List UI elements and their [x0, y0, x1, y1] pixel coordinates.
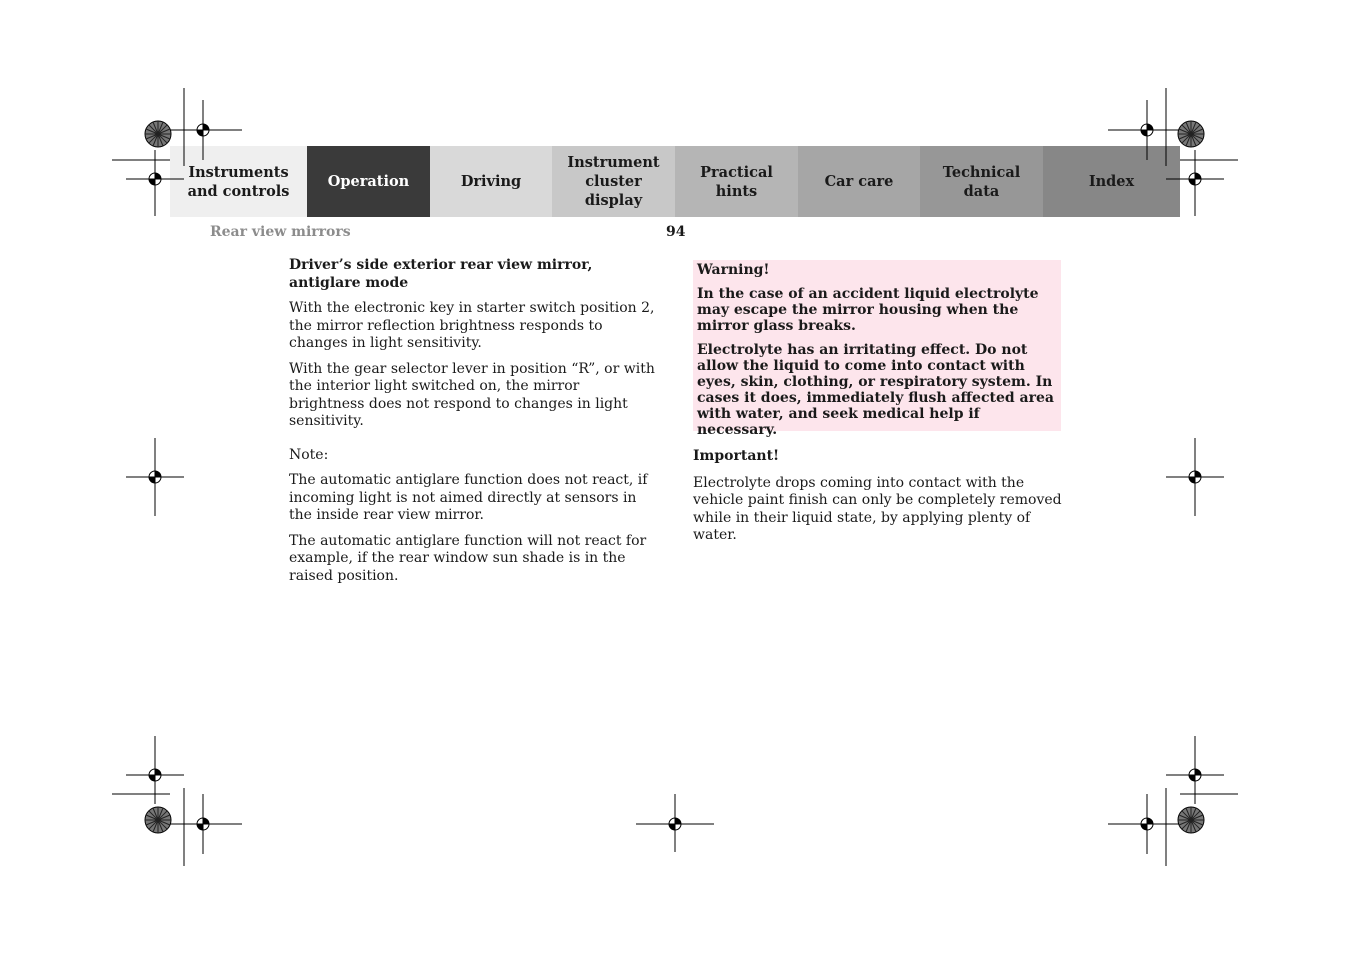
tab-car-care[interactable]: [798, 146, 920, 217]
tab-label-line1: Driving: [460, 173, 522, 190]
tab-label-line1: Practical hints: [700, 163, 773, 200]
warning-paragraph-irritation: Electrolyte has an irritating effect. Do not allow the liquid to come into contact with eyes, skin, clothing, or respiratory system. In cases it does, immediately flush affected area with water, and seek medical help if necessary.: [697, 342, 1054, 438]
running-head-section: Rear view mirrors: [210, 224, 351, 240]
paragraph-note-sun-shade: The automatic antiglare function will not react for example, if the rear window sun shade is in the raised position.: [289, 532, 647, 584]
left-column: [289, 256, 659, 593]
note-label: Note:: [289, 446, 329, 463]
tab-practical-hints[interactable]: [675, 146, 798, 217]
important-section: [693, 448, 1063, 545]
tab-label-line2: data: [963, 182, 1000, 200]
section-heading-line2: antiglare mode: [289, 275, 409, 291]
tab-label-line1: Index: [1088, 173, 1135, 190]
paragraph-gear-selector: With the gear selector lever in position “R”, or with the interior light switched on, the mirror brightness does not respond to changes in light sensitivity.: [289, 360, 655, 429]
warning-paragraph-accident: In the case of an accident liquid electrolyte may escape the mirror housing when the mirror glass breaks.: [697, 286, 1039, 334]
tab-label-line1: Instrument: [567, 154, 660, 171]
tab-label-line2: cluster display: [584, 173, 643, 209]
tab-index[interactable]: [1043, 146, 1180, 217]
tab-label-line1: Instruments: [188, 163, 289, 181]
tab-label-line1: Technical: [942, 163, 1021, 181]
important-title: Important!: [693, 448, 780, 464]
page-number: 94: [666, 224, 686, 240]
important-paragraph: Electrolyte drops coming into contact with the vehicle paint finish can only be completely removed while in their liquid state, by applying plenty of water.: [693, 474, 1062, 543]
section-heading: [289, 256, 659, 292]
tab-instruments-and-controls[interactable]: [170, 146, 307, 217]
tab-operation[interactable]: [307, 146, 430, 217]
warning-box: [693, 260, 1061, 438]
tab-instrument-cluster-display[interactable]: [552, 146, 675, 217]
tab-label-line2: and controls: [187, 182, 290, 200]
paragraph-note-sensors: The automatic antiglare function does not react, if incoming light is not aimed directly at sensors in the inside rear view mirror.: [289, 472, 648, 523]
tab-driving[interactable]: [430, 146, 552, 217]
paragraph-key-position: With the electronic key in starter switch position 2, the mirror reflection brightness responds to changes in light sensitivity.: [289, 300, 655, 351]
tab-technical-data[interactable]: [920, 146, 1043, 217]
section-heading-line1: Driver’s side exterior rear view mirror,: [289, 257, 593, 273]
section-tab-bar: [170, 146, 1180, 217]
tab-label-line1: Car care: [824, 173, 894, 190]
tab-label-line1: Operation: [327, 173, 410, 190]
warning-title: Warning!: [697, 262, 770, 278]
